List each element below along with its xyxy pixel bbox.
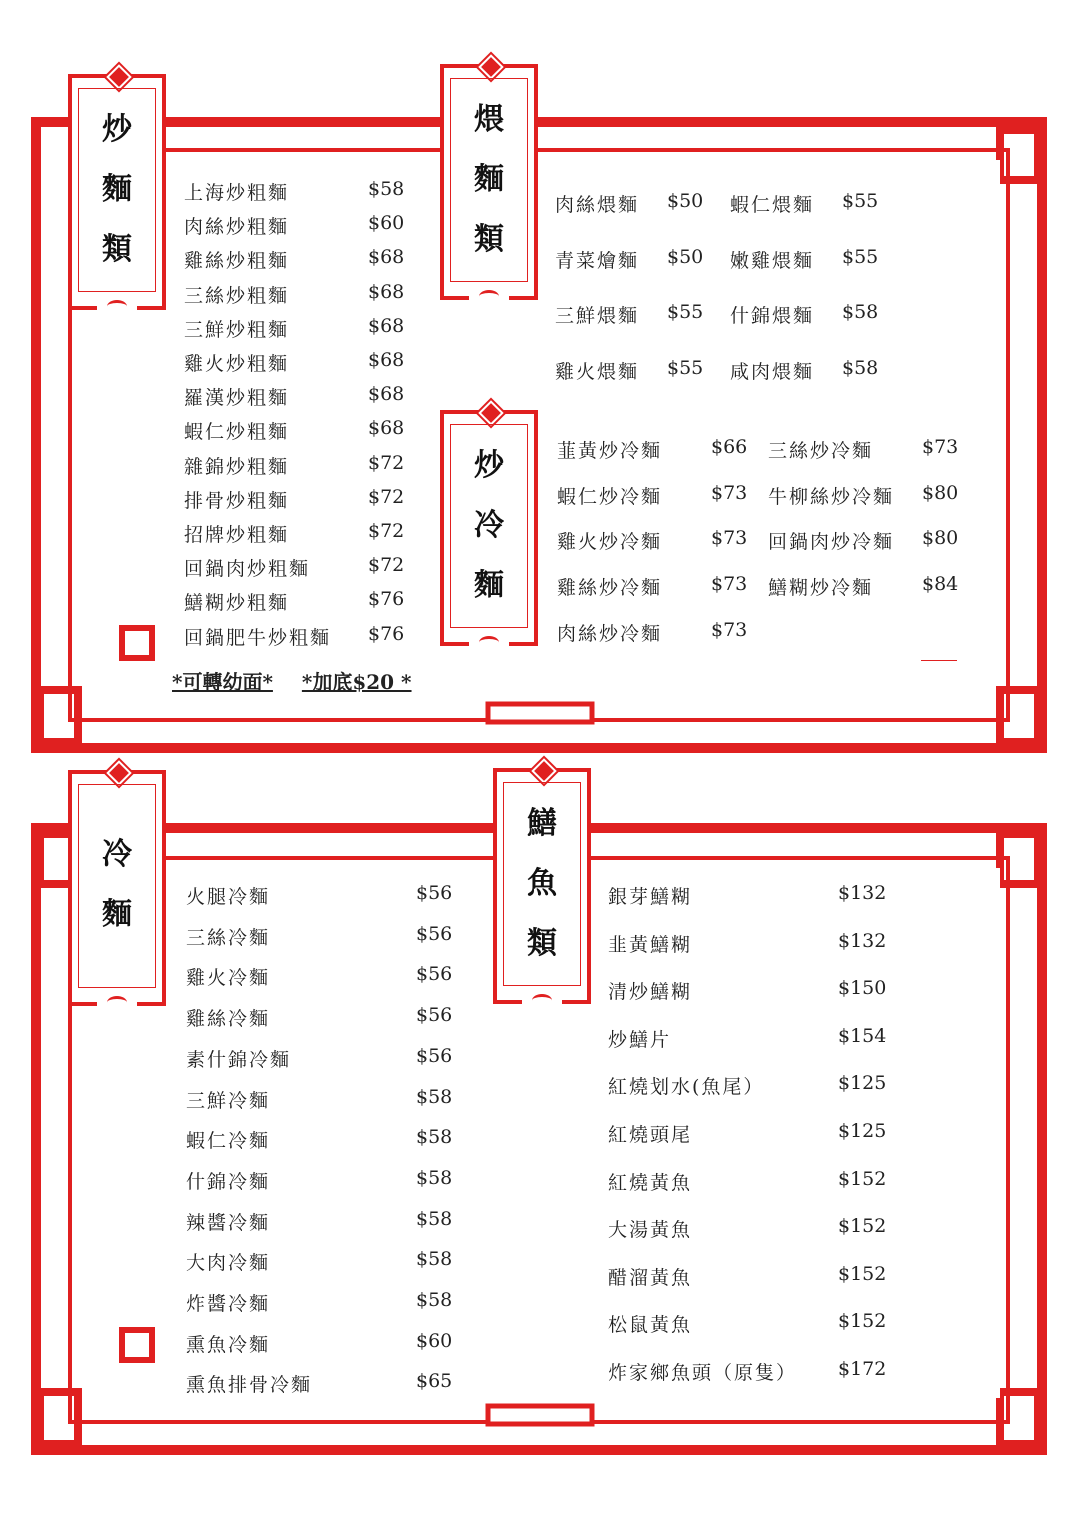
banner-char: 類 <box>527 926 557 961</box>
menu-item-name: 雞絲冷麵 <box>186 1008 271 1031</box>
banner-leng-mian <box>68 770 166 1006</box>
menu-item-name: 咸肉煨麵 <box>730 360 815 383</box>
menu-item-name: 銀芽鱔糊 <box>608 886 693 908</box>
menu-item-price: $68 <box>368 314 405 337</box>
menu-item-name: 韭黃鱔糊 <box>608 933 693 956</box>
menu-item-price: $80 <box>922 527 959 550</box>
menu-item-price: $55 <box>667 356 704 379</box>
menu-item-price: $68 <box>368 280 405 303</box>
menu-item-name: 炸家鄉魚頭（原隻） <box>608 1362 798 1384</box>
menu-item-price: $58 <box>842 356 879 379</box>
menu-item-name: 青菜燴麵 <box>555 249 640 272</box>
menu-item-name: 韮黃炒冷麵 <box>557 440 663 462</box>
menu-item-price: $58 <box>416 1126 453 1149</box>
menu-item-price: $72 <box>368 520 405 542</box>
banner-notch-icon <box>469 292 509 300</box>
menu-item-name: 火腿冷麵 <box>186 886 271 908</box>
menu-item-name: 排骨炒粗麵 <box>184 489 290 512</box>
menu-item-name: 雞火炒粗麵 <box>184 353 290 375</box>
menu-item-price: $152 <box>838 1262 887 1285</box>
menu-item-price: $73 <box>711 618 748 641</box>
menu-item-price: $60 <box>368 212 405 235</box>
menu-item-name: 肉絲煨麵 <box>555 194 640 216</box>
menu-item-price: $58 <box>416 1085 453 1108</box>
menu-item-price: $50 <box>667 190 704 212</box>
menu-item-price: $84 <box>922 573 959 596</box>
menu-item-price: $50 <box>667 245 704 268</box>
menu-item-name: 雞絲炒粗麵 <box>184 250 290 273</box>
menu-item-price: $154 <box>838 1024 887 1047</box>
menu-item-name: 嫩雞煨麵 <box>730 249 815 272</box>
banner-chao-leng-mian <box>440 410 538 646</box>
banner-notch-icon <box>469 638 509 646</box>
menu-item-price: $152 <box>838 1310 887 1333</box>
menu-item-name: 肉絲炒冷麵 <box>557 622 663 645</box>
menu-item-name: 松鼠黃魚 <box>608 1314 693 1337</box>
noodle-option-note <box>172 666 434 695</box>
menu-item-price: $56 <box>416 882 453 904</box>
menu-item-price: $150 <box>838 977 887 1000</box>
menu-item-name: 三絲炒冷麵 <box>768 440 874 462</box>
menu-item-price: $73 <box>922 436 959 458</box>
menu-item-name: 鱔糊炒粗麵 <box>184 592 290 615</box>
menu-item-price: $152 <box>838 1167 887 1190</box>
menu-item-name: 三鮮冷麵 <box>186 1089 271 1112</box>
menu-item-name: 雞火煨麵 <box>555 360 640 383</box>
menu-item-name: 醋溜黃魚 <box>608 1266 693 1289</box>
menu-item-name: 熏魚排骨冷麵 <box>186 1374 313 1397</box>
menu-item-price: $55 <box>842 245 879 268</box>
menu-item-name: 蝦仁炒冷麵 <box>557 485 663 508</box>
menu-item-name: 蝦仁冷麵 <box>186 1130 271 1153</box>
menu-item-name: 什錦冷麵 <box>186 1170 271 1193</box>
menu-item-name: 三鮮炒粗麵 <box>184 318 290 341</box>
menu-item-name: 羅漢炒粗麵 <box>184 387 290 410</box>
banner-char: 冷 <box>474 508 504 543</box>
menu-item-price: $132 <box>838 882 887 904</box>
menu-item-name: 蝦仁炒粗麵 <box>184 421 290 444</box>
banner-char: 鱔 <box>527 806 557 841</box>
menu-item-price: $58 <box>416 1166 453 1189</box>
banner-char: 炒 <box>474 448 504 483</box>
menu-item-price: $56 <box>416 963 453 986</box>
banner-char: 麵 <box>102 172 132 207</box>
menu-item-name: 熏魚冷麵 <box>186 1333 271 1356</box>
menu-item-name: 牛柳絲炒冷麵 <box>768 485 895 508</box>
menu-item-price: $132 <box>838 929 887 952</box>
menu-item-price: $56 <box>416 922 453 945</box>
menu-item-price: $125 <box>838 1120 887 1142</box>
menu-item-price: $172 <box>838 1358 887 1380</box>
banner-char: 麵 <box>102 897 132 932</box>
menu-item-name: 雞火冷麵 <box>186 967 271 990</box>
menu-item-name: 紅燒黃魚 <box>608 1171 693 1194</box>
menu-item-name: 清炒鱔糊 <box>608 981 693 1004</box>
menu-item-price: $73 <box>711 573 748 596</box>
banner-char: 冷 <box>102 837 132 872</box>
menu-item-price: $68 <box>368 383 405 406</box>
menu-item-price: $68 <box>368 417 405 440</box>
menu-item-name: 素什錦冷麵 <box>186 1048 292 1071</box>
banner-notch-icon <box>522 996 562 1004</box>
note-thin-noodle: *可轉幼面* <box>172 670 273 694</box>
menu-item-price: $73 <box>711 527 748 550</box>
menu-item-name: 雞火炒冷麵 <box>557 531 663 554</box>
menu-item-name: 大湯黃魚 <box>608 1219 693 1242</box>
menu-item-name: 回鍋肉炒粗麵 <box>184 558 311 581</box>
menu-item-name: 三絲冷麵 <box>186 926 271 949</box>
menu-item-price: $56 <box>416 1004 453 1027</box>
menu-item-price: $60 <box>416 1329 453 1352</box>
menu-item-name: 炸醬冷麵 <box>186 1293 271 1315</box>
menu-item-name: 三絲炒粗麵 <box>184 284 290 307</box>
menu-item-price: $58 <box>416 1248 453 1271</box>
menu-item-price: $68 <box>368 246 405 269</box>
menu-item-price: $76 <box>368 588 405 611</box>
banner-notch-icon <box>97 998 137 1006</box>
banner-char: 類 <box>102 232 132 267</box>
banner-char: 炒 <box>102 112 132 147</box>
menu-item-name: 招牌炒粗麵 <box>184 524 290 546</box>
banner-char: 煨 <box>474 102 504 137</box>
menu-item-price: $56 <box>416 1044 453 1067</box>
banner-char: 類 <box>474 222 504 257</box>
menu-item-price: $76 <box>368 622 405 645</box>
menu-item-name: 肉絲炒粗麵 <box>184 216 290 239</box>
menu-item-name: 炒鱔片 <box>608 1028 672 1051</box>
menu-item-name: 回鍋肉炒冷麵 <box>768 531 895 554</box>
menu-item-price: $58 <box>416 1289 453 1311</box>
menu-item-price: $58 <box>368 178 405 200</box>
banner-char: 魚 <box>527 866 557 901</box>
menu-item-name: 辣醬冷麵 <box>186 1211 271 1234</box>
menu-item-price: $55 <box>667 301 704 323</box>
menu-item-name: 三鮮煨麵 <box>555 305 640 327</box>
banner-chao-mian <box>68 74 166 310</box>
menu-item-price: $80 <box>922 481 959 504</box>
menu-item-price: $55 <box>842 190 879 212</box>
note-extra-noodle: *加底$20 * <box>301 670 412 694</box>
menu-item-name: 回鍋肥牛炒粗麵 <box>184 626 332 649</box>
menu-item-name: 什錦煨麵 <box>730 305 815 327</box>
menu-item-price: $58 <box>842 301 879 323</box>
menu-item-price: $73 <box>711 481 748 504</box>
banner-shan-yu <box>493 768 591 1004</box>
banner-notch-icon <box>97 302 137 310</box>
menu-item-name: 雞絲炒冷麵 <box>557 577 663 600</box>
menu-item-name: 上海炒粗麵 <box>184 182 290 204</box>
menu-item-price: $58 <box>416 1207 453 1230</box>
menu-item-price: $68 <box>368 349 405 371</box>
menu-item-price: $72 <box>368 451 405 474</box>
menu-item-name: 蝦仁煨麵 <box>730 194 815 216</box>
menu-item-price: $152 <box>838 1215 887 1238</box>
menu-item-name: 鱔糊炒冷麵 <box>768 577 874 600</box>
menu-item-price: $72 <box>368 554 405 577</box>
menu-item-price: $65 <box>416 1370 453 1393</box>
banner-char: 麵 <box>474 568 504 603</box>
menu-item-name: 紅燒划水(魚尾） <box>608 1076 765 1099</box>
banner-char: 麵 <box>474 162 504 197</box>
menu-item-price: $66 <box>711 436 748 458</box>
menu-item-price: $72 <box>368 485 405 508</box>
menu-item-name: 紅燒頭尾 <box>608 1124 693 1146</box>
menu-item-name: 大肉冷麵 <box>186 1252 271 1275</box>
banner-wei-mian <box>440 64 538 300</box>
menu-item-price: $125 <box>838 1072 887 1095</box>
menu-item-name: 雜錦炒粗麵 <box>184 455 290 478</box>
